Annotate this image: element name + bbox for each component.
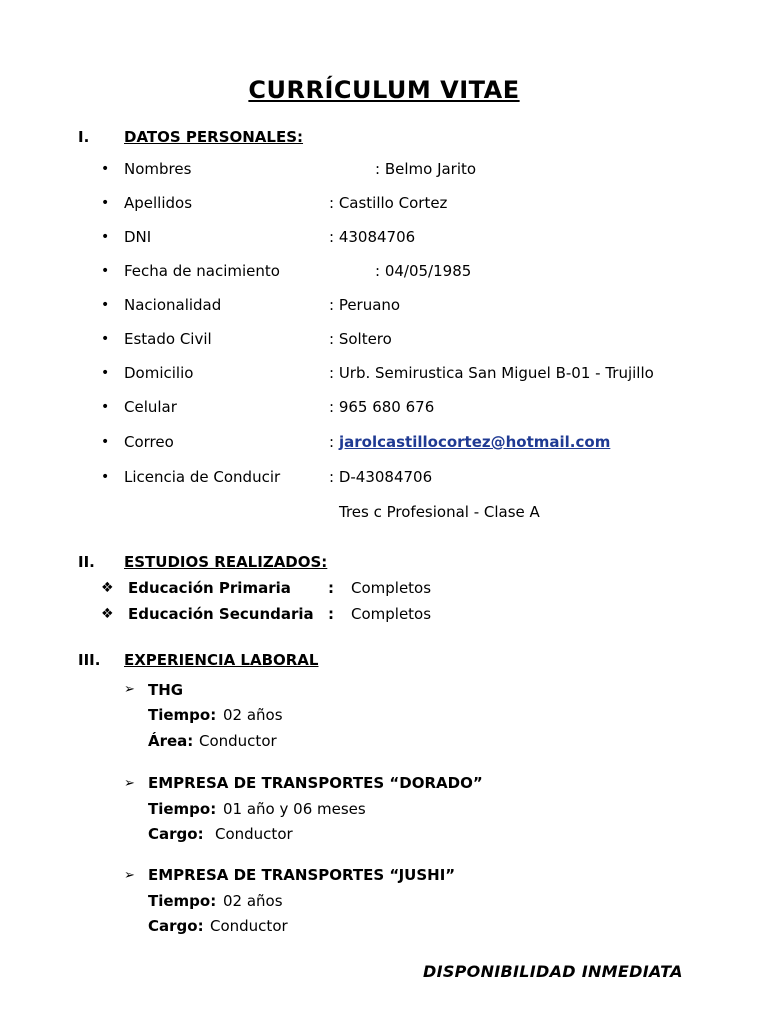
job-value: Conductor — [199, 732, 277, 750]
bullet: • — [101, 365, 110, 381]
field-label: Licencia de Conducir — [124, 468, 281, 486]
job-company: EMPRESA DE TRANSPORTES “JUSHI” — [148, 866, 456, 884]
job-label: Cargo: — [148, 825, 204, 843]
section-number: I. — [78, 128, 90, 146]
study-label: Educación Secundaria — [128, 605, 314, 623]
arrow-bullet-icon: ➢ — [124, 868, 135, 883]
bullet: • — [101, 331, 110, 347]
job-company: THG — [148, 681, 184, 699]
field-label: Apellidos — [124, 194, 193, 212]
bullet: • — [101, 434, 110, 450]
page-title: CURRÍCULUM VITAE — [248, 76, 520, 104]
job-label: Cargo: — [148, 917, 204, 935]
bullet: • — [101, 297, 110, 313]
study-colon: : — [328, 605, 334, 623]
field-label: DNI — [124, 228, 152, 246]
field-value: : Peruano — [329, 296, 401, 314]
section-title-estudios: ESTUDIOS REALIZADOS: — [124, 553, 328, 571]
bullet: • — [101, 161, 110, 177]
diamond-bullet-icon: ❖ — [101, 580, 114, 596]
field-label: Nacionalidad — [124, 296, 222, 314]
arrow-bullet-icon: ➢ — [124, 776, 135, 791]
bullet: • — [101, 469, 110, 485]
field-label: Nombres — [124, 160, 192, 178]
arrow-bullet-icon: ➢ — [124, 682, 135, 697]
job-label: Tiempo: — [148, 800, 217, 818]
field-value: : Urb. Semirustica San Miguel B-01 - Trujillo — [329, 364, 654, 382]
field-label: Celular — [124, 398, 177, 416]
field-value: : D-43084706 — [329, 468, 433, 486]
license-detail: Tres c Profesional - Clase A — [339, 503, 540, 521]
field-value: : 04/05/1985 — [375, 262, 472, 280]
job-label: Tiempo: — [148, 706, 217, 724]
field-label: Domicilio — [124, 364, 194, 382]
job-value: 02 años — [223, 892, 283, 910]
job-label: Área: — [148, 732, 194, 750]
section-title-experiencia: EXPERIENCIA LABORAL — [124, 651, 319, 669]
field-value: : Castillo Cortez — [329, 194, 448, 212]
field-label: Estado Civil — [124, 330, 212, 348]
field-value: : Belmo Jarito — [375, 160, 477, 178]
section-number: III. — [78, 651, 101, 669]
job-value: Conductor — [210, 917, 288, 935]
job-label: Tiempo: — [148, 892, 217, 910]
study-label: Educación Primaria — [128, 579, 291, 597]
field-value: : 965 680 676 — [329, 398, 435, 416]
field-value: : 43084706 — [329, 228, 416, 246]
job-value: Conductor — [215, 825, 293, 843]
field-value: : Soltero — [329, 330, 392, 348]
study-value: Completos — [351, 605, 432, 623]
diamond-bullet-icon: ❖ — [101, 606, 114, 622]
study-colon: : — [328, 579, 334, 597]
job-value: 01 año y 06 meses — [223, 800, 366, 818]
section-number: II. — [78, 553, 95, 571]
field-label: Correo — [124, 433, 174, 451]
availability-note: DISPONIBILIDAD INMEDIATA — [423, 962, 683, 981]
job-company: EMPRESA DE TRANSPORTES “DORADO” — [148, 774, 483, 792]
field-colon: : — [329, 433, 335, 451]
bullet: • — [101, 195, 110, 211]
section-title-datos-personales: DATOS PERSONALES: — [124, 128, 304, 146]
job-value: 02 años — [223, 706, 283, 724]
bullet: • — [101, 399, 110, 415]
bullet: • — [101, 229, 110, 245]
bullet: • — [101, 263, 110, 279]
field-label: Fecha de nacimiento — [124, 262, 280, 280]
study-value: Completos — [351, 579, 432, 597]
email-link[interactable]: jarolcastillocortez@hotmail.com — [339, 433, 611, 451]
